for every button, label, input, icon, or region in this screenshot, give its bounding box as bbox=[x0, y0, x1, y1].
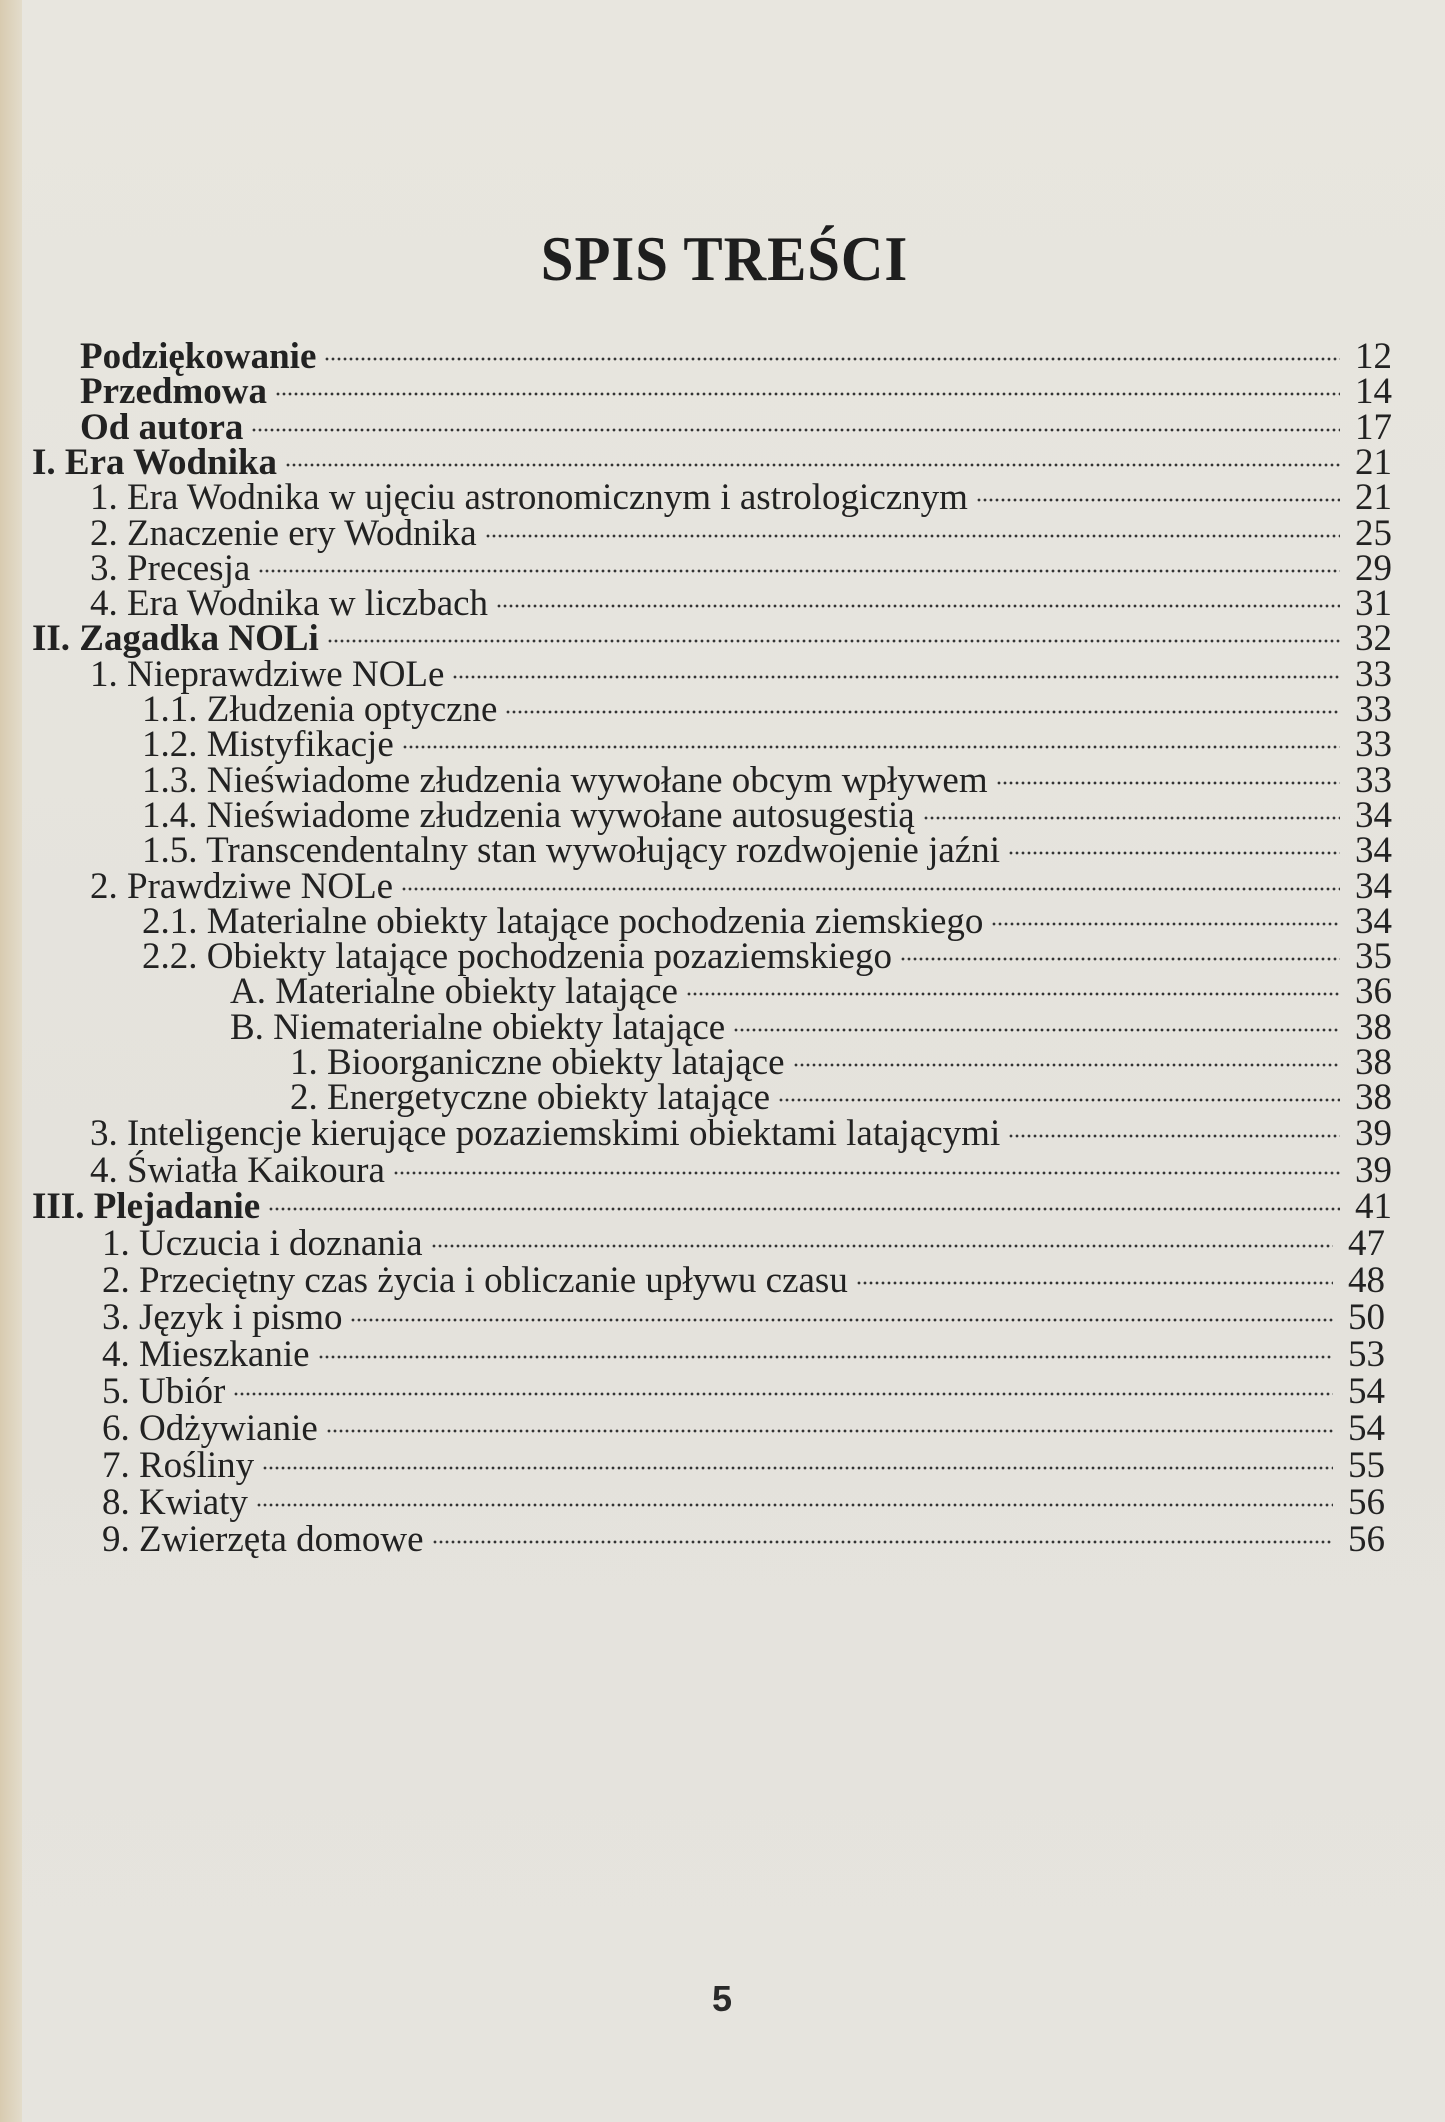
dot-leader bbox=[258, 561, 1340, 581]
dot-leader bbox=[324, 349, 1340, 369]
dot-leader bbox=[327, 631, 1340, 651]
toc-entry-title: 3. Inteligencje kierujące pozaziemskimi obiektami latającymi bbox=[90, 1112, 1001, 1154]
page-number: 5 bbox=[711, 1978, 733, 2019]
toc-entry-page: 36 bbox=[1355, 971, 1392, 1013]
toc-entry-title: 8. Kwiaty bbox=[102, 1481, 248, 1523]
toc-entry-page: 29 bbox=[1355, 547, 1392, 589]
dot-leader bbox=[401, 879, 1340, 899]
toc-entry-page: 34 bbox=[1355, 865, 1392, 907]
toc-entry-page: 38 bbox=[1355, 1042, 1392, 1083]
dot-leader bbox=[393, 1163, 1340, 1183]
toc-entry-page: 39 bbox=[1355, 1149, 1392, 1191]
toc-entry-title: 1.5. Transcendentalny stan wywołujący rozdwojenie jaźni bbox=[142, 830, 1000, 872]
dot-leader bbox=[452, 667, 1340, 687]
toc-entry-page: 35 bbox=[1355, 936, 1392, 978]
toc-entry-page: 41 bbox=[1355, 1186, 1392, 1228]
toc-entry-title: 2. Znaczenie ery Wodnika bbox=[90, 512, 477, 554]
toc-entry-title: 4. Era Wodnika w liczbach bbox=[90, 583, 489, 625]
toc-entry-title: 4. Mieszkanie bbox=[102, 1334, 310, 1375]
toc-entry-page: 14 bbox=[1355, 371, 1392, 413]
dot-leader bbox=[485, 526, 1340, 546]
dot-leader bbox=[505, 702, 1340, 722]
toc-entry-page: 32 bbox=[1355, 618, 1392, 660]
toc-entry-title: I. Era Wodnika bbox=[32, 441, 278, 483]
dot-leader bbox=[900, 949, 1340, 969]
dot-leader bbox=[976, 490, 1340, 510]
dot-leader bbox=[268, 1199, 1340, 1219]
dot-leader bbox=[996, 773, 1340, 793]
dot-leader bbox=[318, 1347, 1333, 1367]
toc-entry-page: 33 bbox=[1355, 653, 1392, 695]
toc-entry-title: 1.4. Nieświadome złudzenia wywołane autosugestią bbox=[142, 794, 915, 836]
page-title: SPIS TREŚCI bbox=[540, 223, 909, 294]
dot-leader bbox=[856, 1273, 1333, 1293]
toc-entry-title: Przedmowa bbox=[80, 371, 267, 413]
toc-entry-page: 31 bbox=[1355, 583, 1392, 625]
dot-leader bbox=[778, 1090, 1340, 1110]
toc-entry-page: 38 bbox=[1355, 1077, 1392, 1119]
toc-entry-page: 21 bbox=[1355, 441, 1392, 483]
dot-leader bbox=[251, 420, 1340, 440]
dot-leader bbox=[432, 1532, 1333, 1552]
toc-entry-title: Od autora bbox=[80, 406, 244, 448]
dot-leader bbox=[686, 984, 1340, 1004]
toc-entry-page: 21 bbox=[1355, 477, 1392, 519]
toc-entry-title: 7. Rośliny bbox=[102, 1444, 255, 1486]
toc-entry bbox=[102, 1518, 1385, 1562]
toc-entry-page: 56 bbox=[1348, 1518, 1385, 1560]
toc-entry-page: 12 bbox=[1355, 336, 1392, 377]
dot-leader bbox=[1008, 1126, 1340, 1146]
dot-leader bbox=[733, 1020, 1340, 1040]
toc-entry-title: 2. Przeciętny czas życia i obliczanie upływu czasu bbox=[102, 1260, 848, 1302]
toc-entry-title: 2.2. Obiekty latające pochodzenia pozaziemskiego bbox=[142, 936, 892, 978]
toc-entry-page: 17 bbox=[1355, 406, 1392, 448]
toc-entry-page: 47 bbox=[1348, 1223, 1385, 1265]
toc-entry-page: 33 bbox=[1355, 759, 1392, 801]
toc-entry-title: 3. Język i pismo bbox=[102, 1297, 343, 1339]
dot-leader bbox=[923, 808, 1340, 828]
toc-entry-title: 9. Zwierzęta domowe bbox=[102, 1518, 424, 1560]
toc-entry-page: 48 bbox=[1348, 1260, 1385, 1302]
toc-entry-title: A. Materialne obiekty latające bbox=[230, 971, 678, 1013]
toc-entry-page: 55 bbox=[1348, 1444, 1385, 1486]
toc-entry-title: 2. Energetyczne obiekty latające bbox=[290, 1077, 771, 1119]
toc-entry-title: B. Niematerialne obiekty latające bbox=[230, 1006, 726, 1048]
toc-entry-title: 5. Ubiór bbox=[102, 1370, 226, 1412]
toc-entry-title: 4. Światła Kaikoura bbox=[90, 1149, 385, 1191]
dot-leader bbox=[350, 1310, 1333, 1330]
toc-entry-page: 39 bbox=[1355, 1112, 1392, 1154]
toc-entry-title: 1.2. Mistyfikacje bbox=[142, 724, 394, 766]
dot-leader bbox=[285, 455, 1340, 475]
toc-entry-title: 6. Odżywianie bbox=[102, 1407, 318, 1449]
toc-entry-page: 56 bbox=[1348, 1481, 1385, 1523]
dot-leader bbox=[402, 737, 1340, 757]
toc-entry-title: 1. Era Wodnika w ujęciu astronomicznym i astrologicznym bbox=[90, 477, 968, 519]
book-page bbox=[22, 0, 1445, 2122]
dot-leader bbox=[233, 1384, 1333, 1404]
toc-entry-title: 1. Nieprawdziwe NOLe bbox=[90, 653, 445, 695]
toc-entry-page: 54 bbox=[1348, 1407, 1385, 1449]
dot-leader bbox=[793, 1055, 1340, 1075]
toc-entry-title: Podziękowanie bbox=[80, 336, 317, 377]
toc-entry-page: 25 bbox=[1355, 512, 1392, 554]
dot-leader bbox=[262, 1458, 1333, 1478]
toc-entry-page: 54 bbox=[1348, 1370, 1385, 1412]
toc-entry-title: 1.3. Nieświadome złudzenia wywołane obcym wpływem bbox=[142, 759, 988, 801]
dot-leader bbox=[496, 596, 1340, 616]
dot-leader bbox=[1008, 843, 1340, 863]
toc-entry-page: 34 bbox=[1355, 900, 1392, 942]
dot-leader bbox=[256, 1495, 1333, 1515]
dot-leader bbox=[991, 914, 1340, 934]
toc-entry-page: 33 bbox=[1355, 724, 1392, 766]
toc-entry-page: 34 bbox=[1355, 794, 1392, 836]
toc-entry-page: 53 bbox=[1348, 1334, 1385, 1375]
toc-entry-title: 2. Prawdziwe NOLe bbox=[90, 865, 394, 907]
toc-entry-page: 34 bbox=[1355, 830, 1392, 872]
toc-entry-title: II. Zagadka NOLi bbox=[32, 618, 319, 660]
toc-entry-title: III. Plejadanie bbox=[32, 1186, 261, 1228]
toc-entry-page: 33 bbox=[1355, 689, 1392, 730]
dot-leader bbox=[275, 384, 1340, 404]
dot-leader bbox=[326, 1421, 1333, 1441]
toc-entry-title: 2.1. Materialne obiekty latające pochodzenia ziemskiego bbox=[142, 900, 984, 942]
toc-entry-page: 38 bbox=[1355, 1006, 1392, 1048]
toc-entry-title: 1. Bioorganiczne obiekty latające bbox=[290, 1042, 785, 1083]
toc-entry-title: 3. Precesja bbox=[90, 547, 251, 589]
toc-entry-page: 50 bbox=[1348, 1297, 1385, 1339]
toc-entry-title: 1. Uczucia i doznania bbox=[102, 1223, 423, 1265]
toc-entry-title: 1.1. Złudzenia optyczne bbox=[142, 689, 498, 730]
dot-leader bbox=[431, 1236, 1333, 1256]
book-spine-edge bbox=[0, 0, 22, 2122]
